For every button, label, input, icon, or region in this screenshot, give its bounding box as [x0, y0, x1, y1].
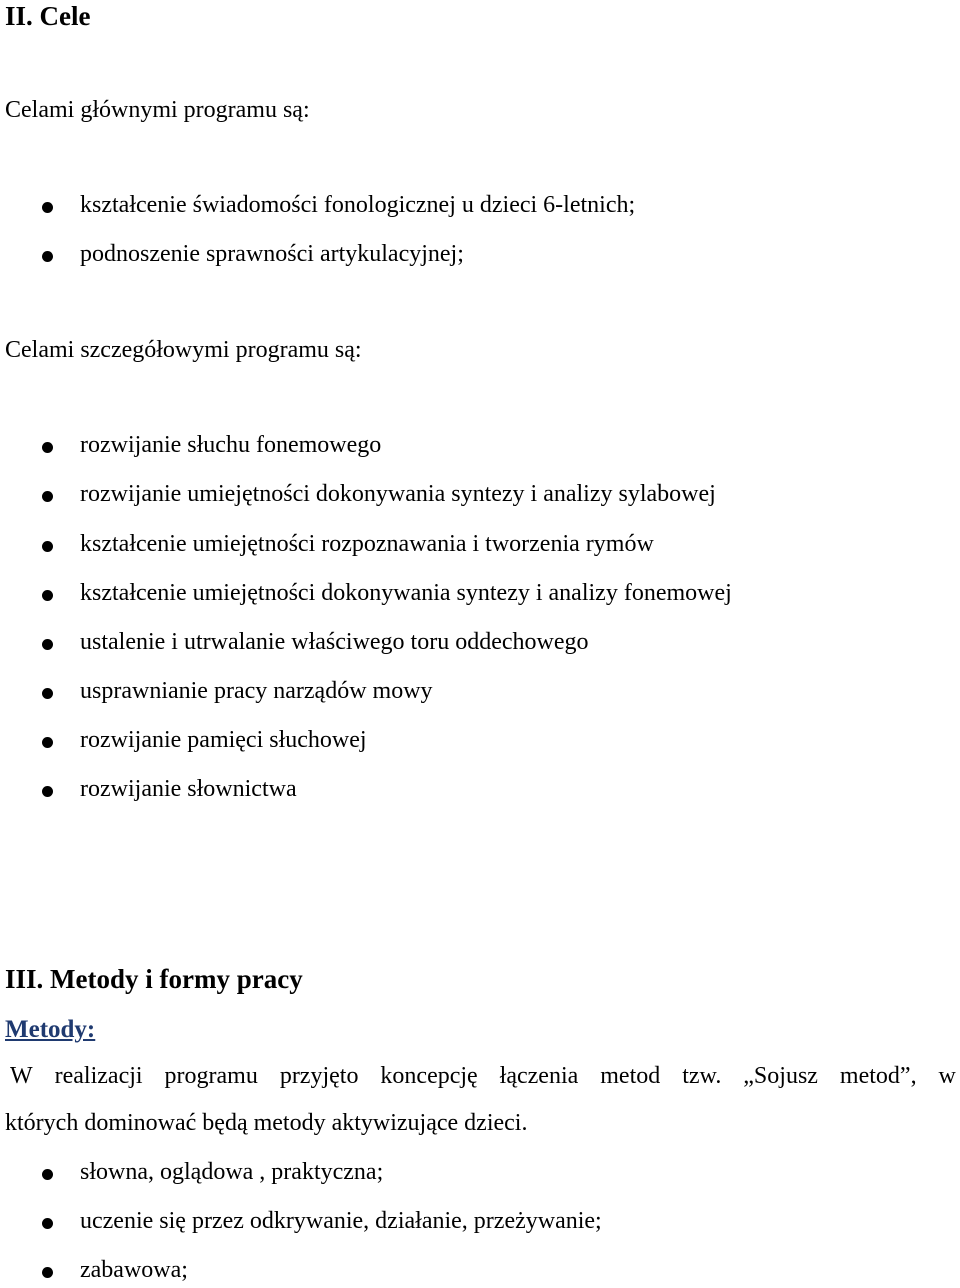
list-item — [0, 581, 960, 611]
list-item-text: kształcenie świadomości fonologicznej u dzieci 6-letnich; — [80, 192, 636, 218]
list-item-text: zabawowa; — [80, 1257, 188, 1283]
bullet-icon — [42, 541, 53, 552]
paragraph-word: programu — [164, 1063, 258, 1089]
list-item — [0, 193, 960, 223]
bullet-icon — [42, 491, 53, 502]
list-item — [0, 777, 960, 807]
paragraph-word: przyjęto — [279, 1063, 359, 1089]
paragraph-word: realizacji — [54, 1063, 143, 1089]
paragraph-word: metod”, — [839, 1063, 917, 1089]
section-heading-goals: II. Cele — [5, 1, 91, 31]
paragraph-word: metod — [600, 1063, 661, 1089]
methods-subheading: Metody: — [5, 1016, 96, 1043]
list-item — [0, 532, 960, 562]
paragraph-word: łączenia — [499, 1063, 579, 1089]
bullet-icon — [42, 590, 53, 601]
bullet-icon — [42, 202, 53, 213]
list-item-text: kształcenie umiejętności dokonywania syntezy i analizy fonemowej — [80, 580, 732, 606]
list-item-text: kształcenie umiejętności rozpoznawania i tworzenia rymów — [80, 531, 654, 557]
main-goals-intro: Celami głównymi programu są: — [5, 97, 310, 123]
list-item-text: podnoszenie sprawności artykulacyjnej; — [80, 241, 464, 267]
list-item — [0, 1209, 960, 1239]
list-item — [0, 242, 960, 272]
list-item-text: ustalenie i utrwalanie właściwego toru oddechowego — [80, 629, 589, 655]
list-item-text: rozwijanie słuchu fonemowego — [80, 432, 382, 458]
methods-paragraph-line-1 — [10, 1064, 956, 1088]
bullet-icon — [42, 442, 53, 453]
list-item-text: słowna, oglądowa , praktyczna; — [80, 1159, 384, 1185]
list-item-text: uczenie się przez odkrywanie, działanie, przeżywanie; — [80, 1208, 602, 1234]
list-item — [0, 482, 960, 512]
bullet-icon — [42, 251, 53, 262]
bullet-icon — [42, 1169, 53, 1180]
bullet-icon — [42, 1267, 53, 1278]
methods-paragraph-line-2: których dominować będą metody aktywizujące dzieci. — [5, 1110, 528, 1136]
list-item-text: rozwijanie pamięci słuchowej — [80, 727, 367, 753]
paragraph-word: „Sojusz — [743, 1063, 818, 1089]
list-item-text: rozwijanie słownictwa — [80, 776, 297, 802]
list-item-text: usprawnianie pracy narządów mowy — [80, 678, 433, 704]
list-item — [0, 1258, 960, 1288]
paragraph-word: koncepcję — [380, 1063, 478, 1089]
paragraph-word: w — [938, 1063, 956, 1089]
bullet-icon — [42, 688, 53, 699]
paragraph-word: W — [10, 1063, 33, 1089]
list-item — [0, 433, 960, 463]
bullet-icon — [42, 639, 53, 650]
list-item — [0, 1160, 960, 1190]
detailed-goals-intro: Celami szczegółowymi programu są: — [5, 337, 362, 363]
paragraph-word: tzw. — [682, 1063, 722, 1089]
bullet-icon — [42, 786, 53, 797]
bullet-icon — [42, 737, 53, 748]
list-item — [0, 630, 960, 660]
list-item-text: rozwijanie umiejętności dokonywania syntezy i analizy sylabowej — [80, 481, 716, 507]
section-heading-methods: III. Metody i formy pracy — [5, 964, 303, 994]
bullet-icon — [42, 1218, 53, 1229]
list-item — [0, 679, 960, 709]
list-item — [0, 728, 960, 758]
